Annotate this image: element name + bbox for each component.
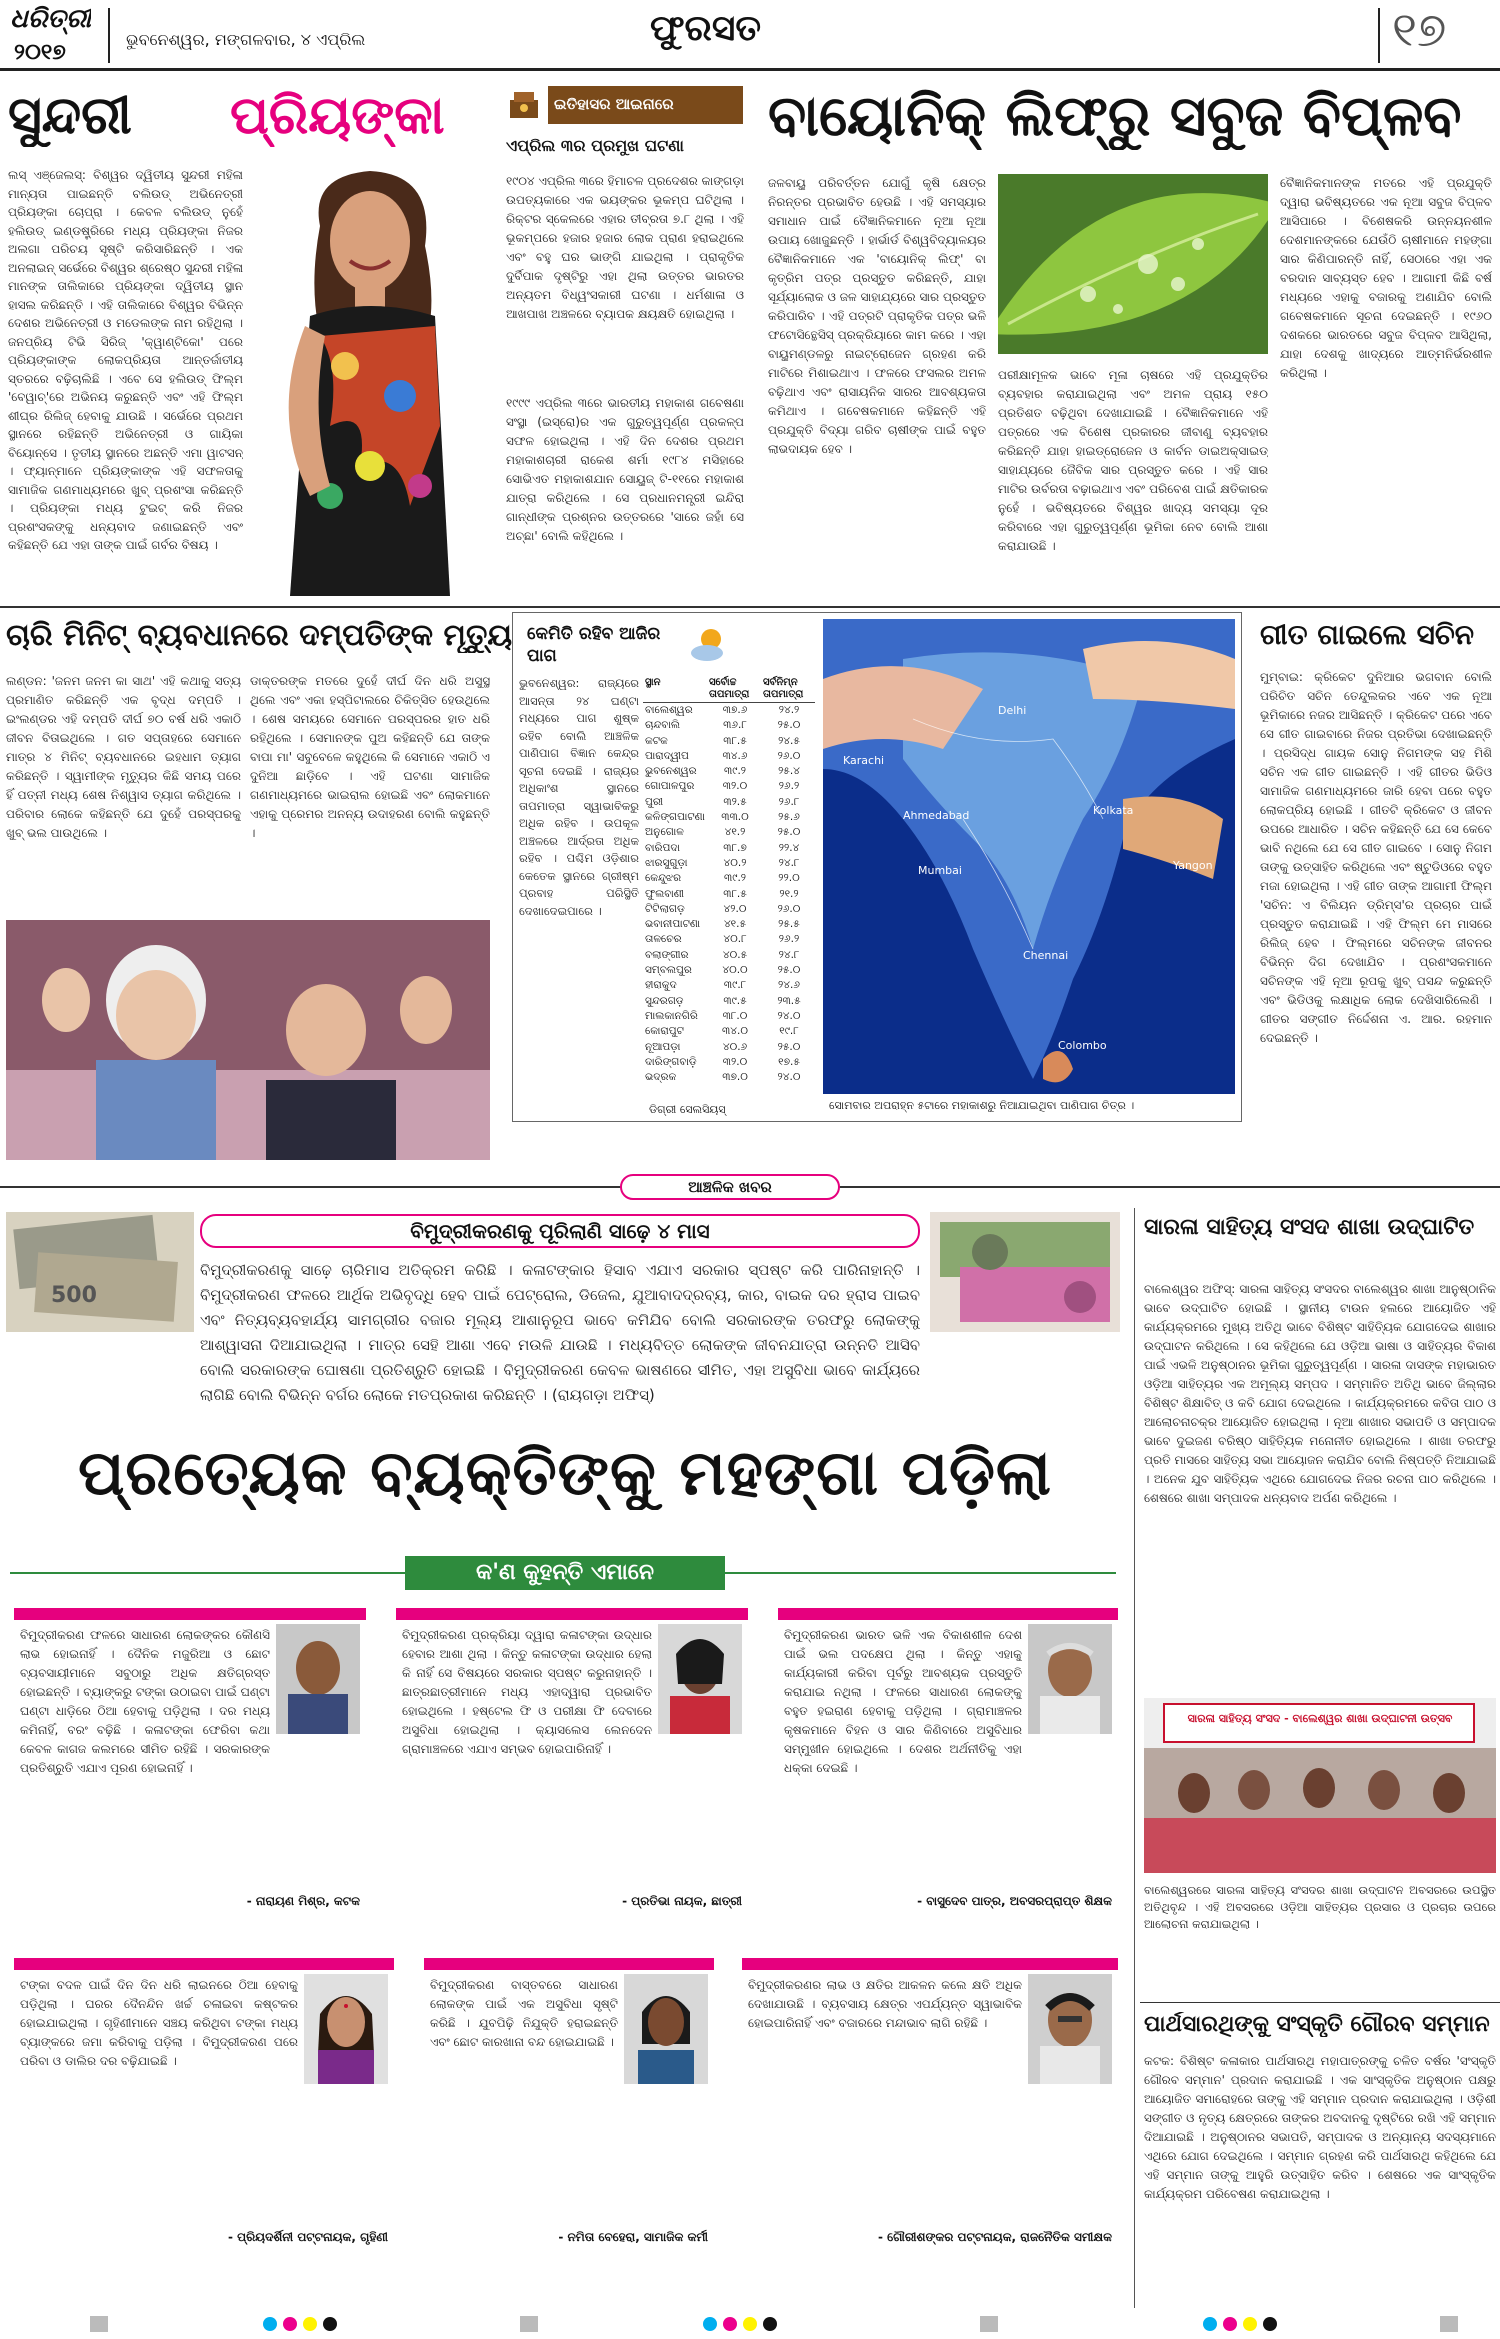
weather-header-min: ସର୍ବନିମ୍ନ ତାପମାତ୍ରା [763,677,804,700]
masthead [0,0,1500,75]
registration-mark-group [520,2316,538,2336]
sachin-title: ଗୀତ ଗାଇଲେ ସଚିନ [1260,618,1475,651]
weather-row [643,1009,815,1024]
weather-cell-min: ୧୭.୫ [778,1055,800,1068]
money-illustration-left [6,1212,194,1332]
top-section-rule [0,606,1500,608]
opinion-card [424,1958,714,2258]
demon-sub-banner: କ'ଣ କୁହନ୍ତି ଏମାନେ [405,1556,725,1590]
weather-row [643,825,815,840]
weather-row [643,779,815,794]
opinion-portrait [1028,1974,1112,2084]
weather-cell-max: ୪୦.୨ [723,856,747,869]
opinion-text: ବିମୁଦ୍ରୀକରଣ ଫଳରେ ସାଧାରଣ ଲୋକଙ୍କର କୌଣସି ଲାଭ ହୋଇନାହିଁ । ଦୈନିକ ମଜୁରିଆ ଓ ଛୋଟ ବ୍ୟବସାୟୀମାନେ ସବୁଠାରୁ ଅଧିକ କ୍ଷତିଗ୍ରସ୍ତ ହୋଇଛନ୍ତି । ବ୍ୟାଙ୍କରୁ ଟଙ୍କା ଉଠାଇବା ପାଇଁ ଘଣ୍ଟା ଘଣ୍ଟା ଧାଡ଼ିରେ ଠିଆ ହେବାକୁ ପଡ଼ିଥିଲା । ଦର ମଧ୍ୟ କମିନାହିଁ, ବରଂ ବଢ଼ିଛି । କଳାଟଙ୍କା ଫେରିବା କଥା କେବଳ କାଗଜ କଲମରେ ସୀମିତ ରହିଛି । ସରକାରଙ୍କ ପ୍ରତିଶ୍ରୁତି ଏଯାଏ ପୂରଣ ହୋଇନାହିଁ । [20,1628,270,1775]
weather-cell-min: ୨୪.୦ [777,1009,801,1022]
anchalik-banner-row [0,1172,1500,1202]
weather-row [643,718,815,733]
partha-body: କଟକ: ବିଶିଷ୍ଟ କଳାକାର ପାର୍ଥସାରଥି ମହାପାତ୍ରଙ୍କୁ ଚଳିତ ବର୍ଷର 'ସଂସ୍କୃତି ଗୌରବ ସମ୍ମାନ' ପ୍ରଦାନ କରାଯାଇଛି । ଏକ ସାଂସ୍କୃତିକ ଅନୁଷ୍ଠାନ ପକ୍ଷରୁ ଆୟୋଜିତ ସମାରୋହରେ ତାଙ୍କୁ ଏହି ସମ୍ମାନ ପ୍ରଦାନ କରାଯାଇଥିଲା । ଓଡ଼ିଶୀ ସଙ୍ଗୀତ ଓ ନୃତ୍ୟ କ୍ଷେତ୍ରରେ ତାଙ୍କର ଅବଦାନକୁ ଦୃଷ୍ଟିରେ ରଖି ଏହି ସମ୍ମାନ ଦିଆଯାଇଛି । ଅନୁଷ୍ଠାନର ସଭାପତି, ସମ୍ପାଦକ ଓ ଅନ୍ୟାନ୍ୟ ସଦସ୍ୟମାନେ ଏଥିରେ ଯୋଗ ଦେଇଥିଲେ । ସମ୍ମାନ ଗ୍ରହଣ କରି ପାର୍ଥସାରଥି କହିଥିଲେ ଯେ ଏହି ସମ୍ମାନ ତାଙ୍କୁ ଆହୁରି ଉତ୍ସାହିତ କରିବ । ଶେଷରେ ଏକ ସାଂସ୍କୃତିକ କାର୍ଯ୍ୟକ୍ରମ ପରିବେଷଣ କରାଯାଇଥିଲା । [1144,2054,1496,2201]
opinion-card [14,1608,366,1918]
sahitya-caption: ବାଲେଶ୍ୱରରେ ସାରଳା ସାହିତ୍ୟ ସଂସଦର ଶାଖା ଉଦ୍‌ଘାଟନ ଅବସରରେ ଉପସ୍ଥିତ ଅତିଥିବୃନ୍ଦ । ଏହି ଅବସରରେ ଓଡ଼ିଆ ସାହିତ୍ୟର ପ୍ରସାର ଓ ପ୍ରଚାର ଉପରେ ଆଲୋଚନା କରାଯାଇଥିଲା । [1144,1883,1496,1931]
sachin-article [1252,612,1500,1172]
weather-cell-min: ୨୫.୦ [777,964,801,977]
sahitya-photo [1144,1698,1496,1873]
opinion-text: ବିମୁଦ୍ରୀକରଣ ପ୍ରକ୍ରିୟା ଦ୍ୱାରା କଳାଟଙ୍କା ଉଦ୍ଧାର ହେବାର ଆଶା ଥିଲା । କିନ୍ତୁ କଳାଟଙ୍କା ଉଦ୍ଧାର ହେଲା କି ନାହିଁ ସେ ବିଷୟରେ ସରକାର ସ୍ପଷ୍ଟ କରୁନାହାନ୍ତି । ଛାତ୍ରଛାତ୍ରୀମାନେ ମଧ୍ୟ ଏହାଦ୍ୱାରା ପ୍ରଭାବିତ ହୋଇଥିଲେ । ହଷ୍ଟେଲ ଫି ଓ ପରୀକ୍ଷା ଫି ଦେବାରେ ଅସୁବିଧା ହୋଇଥିଲା । କ୍ୟାସଲେସ ଲେନଦେନ ଗ୍ରାମାଞ୍ଚଳରେ ଏଯାଏ ସମ୍ଭବ ହୋଇପାରିନାହିଁ । [402,1628,652,1756]
weather-cell-place: ସୁନ୍ଦରଗଡ଼ [645,994,684,1007]
partha-rule [1140,2002,1500,2003]
priyanka-photo-illustration [250,166,480,596]
weather-cell-max: ୩୮.୫ [723,887,747,900]
weather-title: କେମିତି ରହିବ ଆଜିର ପାଗ [527,624,661,666]
opinion-card-bar [14,1958,394,1970]
sahitya-body: ବାଲେଶ୍ୱର ଅଫିସ୍: ସାରଳା ସାହିତ୍ୟ ସଂସଦର ବାଲେଶ୍ୱର ଶାଖା ଆନୁଷ୍ଠାନିକ ଭାବେ ଉଦ୍‌ଘାଟିତ ହୋଇଛି । ସ୍ଥାନୀୟ ଟାଉନ ହଲରେ ଆୟୋଜିତ ଏହି କାର୍ଯ୍ୟକ୍ରମରେ ମୁଖ୍ୟ ଅତିଥି ଭାବେ ବିଶିଷ୍ଟ ସାହିତ୍ୟିକ ଯୋଗଦେଇ ଶାଖାର ଉଦ୍‌ଘାଟନ କରିଥିଲେ । ସେ କହିଥିଲେ ଯେ ଓଡ଼ିଆ ଭାଷା ଓ ସାହିତ୍ୟର ବିକାଶ ପାଇଁ ଏଭଳି ଅନୁଷ୍ଠାନର ଭୂମିକା ଗୁରୁତ୍ୱପୂର୍ଣ୍ଣ । ସାରଳା ଦାସଙ୍କ ମହାଭାରତ ଓଡ଼ିଆ ସାହିତ୍ୟର ଏକ ଅମୂଲ୍ୟ ସମ୍ପଦ । ସମ୍ମାନିତ ଅତିଥି ଭାବେ ଜିଲ୍ଲାର ବିଶିଷ୍ଟ ଶିକ୍ଷାବିତ୍ ଓ କବି ଯୋଗ ଦେଇଥିଲେ । କାର୍ଯ୍ୟକ୍ରମରେ କବିତା ପାଠ ଓ ଆଲୋଚନାଚକ୍ର ଆୟୋଜିତ ହୋଇଥିଲା । ନୂଆ ଶାଖାର ସଭାପତି ଓ ସମ୍ପାଦକ ଭାବେ ଦୁଇଜଣ ବରିଷ୍ଠ ସାହିତ୍ୟିକ ମନୋନୀତ ହୋଇଥିଲେ । ଶାଖା ତରଫରୁ ପ୍ରତି ମାସରେ ସାହିତ୍ୟ ସଭା ଆୟୋଜନ କରାଯିବ ବୋଲି ନିଷ୍ପତ୍ତି ନିଆଯାଇଛି । ଅନେକ ଯୁବ ସାହିତ୍ୟିକ ଏଥିରେ ଯୋଗଦେଇ ନିଜର ରଚନା ପାଠ କରିଥିଲେ । ଶେଷରେ ଶାଖା ସମ୍ପାଦକ ଧନ୍ୟବାଦ ଅର୍ପଣ କରିଥିଲେ । [1144,1282,1496,1505]
couple-photo-illustration [6,920,490,1160]
registration-mark-group [1200,2316,1280,2335]
money-photo-left [6,1212,194,1332]
weather-cell-min: ୨୬.୨ [778,780,800,793]
money-photo-right [930,1212,1120,1332]
weather-cell-max: ୩୮.୦ [722,1009,748,1022]
weather-row [643,703,815,718]
masthead-logo: ଧରିତ୍ରୀ [10,4,92,34]
priyanka-body: ଲସ୍ ଏଞ୍ଜେଲସ୍: ବିଶ୍ୱର ଦ୍ୱିତୀୟ ସୁନ୍ଦରୀ ମହିଳା ମାନ୍ୟତା ପାଇଛନ୍ତି ବଲିଉଡ୍ ଅଭିନେତ୍ରୀ ପ୍ରିୟଙ୍କା ଚୋପ୍ରା । କେବଳ ବଲିଉଡ୍ ନୁହେଁ ହଲିଉଡ୍ ଇଣ୍ଡଷ୍ଟ୍ରିରେ ମଧ୍ୟ ପ୍ରିୟଙ୍କା ନିଜର ଅଲଗା ପରିଚୟ ସୃଷ୍ଟି କରିସାରିଛନ୍ତି । ଏକ ଅନଲାଇନ୍ ସର୍ଭେରେ ବିଶ୍ୱର ଶ୍ରେଷ୍ଠ ସୁନ୍ଦରୀ ମହିଳା ମାନଙ୍କ ତାଲିକାରେ ପ୍ରିୟଙ୍କା ଦ୍ୱିତୀୟ ସ୍ଥାନ ହାସଲ କରିଛନ୍ତି । ଏହି ତାଲିକାରେ ବିଶ୍ୱର ବିଭିନ୍ନ ଦେଶର ଅଭିନେତ୍ରୀ ଓ ମଡେଲଙ୍କ ନାମ ରହିଥିଲା । ଜନପ୍ରିୟ ଟିଭି ସିରିଜ୍ 'କ୍ୱାଣ୍ଟିକୋ' ପରେ ପ୍ରିୟଙ୍କାଙ୍କ ଲୋକପ୍ରିୟତା ଆନ୍ତର୍ଜାତୀୟ ସ୍ତରରେ ବଢ଼ିଚାଲିଛି । ଏବେ ସେ ହଲିଉଡ୍ ଫିଲ୍ମ 'ବେୱାଚ୍'ରେ ଅଭିନୟ କରୁଛନ୍ତି ଏବଂ ଏହି ଫିଲ୍ମ ଶୀଘ୍ର ରିଲିଜ୍ ହେବାକୁ ଯାଉଛି । ସର୍ଭେରେ ପ୍ରଥମ ସ୍ଥାନରେ ରହିଛନ୍ତି ଅଭିନେତ୍ରୀ ଓ ଗାୟିକା ବିୟୋନ୍ସେ । ତୃତୀୟ ସ୍ଥାନରେ ଅଛନ୍ତି ଏମା ୱାଟସନ୍ । ଫ୍ୟାନ୍‌ମାନେ ପ୍ରିୟଙ୍କାଙ୍କ ଏହି ସଫଳତାକୁ ସାମାଜିକ ଗଣମାଧ୍ୟମରେ ଖୁବ୍ ପ୍ରଶଂସା କରିଛନ୍ତି । ପ୍ରିୟଙ୍କା ମଧ୍ୟ ଟୁଇଟ୍ କରି ନିଜର ପ୍ରଶଂସକଙ୍କୁ ଧନ୍ୟବାଦ ଜଣାଇଛନ୍ତି ଏବଂ କହିଛନ୍ତି ଯେ ଏହା ତାଙ୍କ ପାଇଁ ଗର୍ବର ବିଷୟ । [8,168,243,552]
weather-row [643,871,815,886]
itihas-item-2: ୧୯୯୯ ଏପ୍ରିଲ ୩ରେ ଭାରତୀୟ ମହାକାଶ ଗବେଷଣା ସଂସ୍ଥା (ଇସ୍ରୋ)ର ଏକ ଗୁରୁତ୍ୱପୂର୍ଣ୍ଣ ପ୍ରକଳ୍ପ ସଫଳ ହୋଇଥିଲା । ଏହି ଦିନ ଦେଶର ପ୍ରଥମ ମହାକାଶଚାରୀ ରାକେଶ ଶର୍ମା ୧୯୮୪ ମସିହାରେ ସୋଭିଏତ ମହାକାଶଯାନ ସୋୟୁଜ୍ ଟି-୧୧ରେ ମହାକାଶ ଯାତ୍ରା କରିଥିଲେ । ସେ ପ୍ରଧାନମନ୍ତ୍ରୀ ଇନ୍ଦିରା ଗାନ୍ଧୀଙ୍କ ପ୍ରଶ୍ନର ଉତ୍ତରରେ 'ସାରେ ଜହାଁ ସେ ଅଚ୍ଛା' ବୋଲି କହିଥିଲେ । [506,396,744,543]
registration-mark-group [700,2316,780,2335]
weather-cell-max: ୪୧.୫ [723,918,747,931]
map-label-yangon: Yangon [1173,859,1213,872]
weather-cell-place: ମାଲକାନଗିରି [645,1009,698,1022]
satellite-map-illustration [823,619,1235,1094]
weather-cell-min: ୨୬.୨ [778,933,800,946]
weather-header-max: ସର୍ବୋଚ୍ଚ ତାପମାତ୍ରା [709,677,750,700]
masthead-dateline: ଭୁବନେଶ୍ୱର, ମଙ୍ଗଳବାର, ୪ ଏପ୍ରିଲ [126,30,366,49]
sahitya-photo-banner-text: ସାରଳା ସାହିତ୍ୟ ସଂସଦ - ବାଲେଶ୍ୱର ଶାଖା ଉଦ୍‌ଘାଟନୀ ଉତ୍ସବ [1187,1712,1453,1725]
money-illustration-right [930,1212,1120,1332]
weather-cell-min: ୨୫.୦ [777,719,801,732]
weather-cell-max: ୪୦.୮ [723,933,747,946]
leaf-photo [998,174,1268,354]
weather-cell-max: ୪୧.୨ [724,826,746,839]
weather-cell-place: ଭଦ୍ରକ [645,1071,677,1084]
svg-text:500: 500 [51,1283,97,1308]
weather-cell-max: ୪୦.୫ [722,948,748,961]
opinion-card [778,1608,1118,1918]
map-label-delhi: Delhi [998,704,1027,717]
bionic-col-2: ପରୀକ୍ଷାମୂଳକ ଭାବେ ମୂଳା ଚାଷରେ ଏହି ପ୍ରଯୁକ୍ତିର ବ୍ୟବହାର କରାଯାଇଥିଲା ଏବଂ ଅମଳ ପ୍ରାୟ ୧୫୦ ପ୍ରତିଶତ ବଢ଼ିଥିବା ଦେଖାଯାଇଛି । ବୈଜ୍ଞାନିକମାନେ ଏହି ପତ୍ରରେ ଏକ ବିଶେଷ ପ୍ରକାରର ଜୀବାଣୁ ବ୍ୟବହାର କରିଛନ୍ତି ଯାହା ହାଇଡ୍ରୋଜେନ ଓ କାର୍ବନ ଡାଇଅକ୍ସାଇଡ୍ ସାହାଯ୍ୟରେ ଜୈବିକ ସାର ପ୍ରସ୍ତୁତ କରେ । ଏହି ସାର ମାଟିର ଉର୍ବରତା ବଢ଼ାଇଥାଏ ଏବଂ ପରିବେଶ ପାଇଁ କ୍ଷତିକାରକ ନୁହେଁ । ଭବିଷ୍ୟତରେ ବିଶ୍ୱର ଖାଦ୍ୟ ସମସ୍ୟା ଦୂର କରିବାରେ ଏହା ଗୁରୁତ୍ୱପୂର୍ଣ୍ଣ ଭୂମିକା ନେବ ବୋଲି ଆଶା କରାଯାଉଛି । [998,368,1268,553]
priyanka-title-part1: ସୁନ୍ଦରୀ [8,86,132,146]
opinion-card [742,1958,1118,2258]
weather-cell-max: ୪୨.୦ [723,902,747,915]
weather-cell-min: ୨୨.୪ [778,841,800,854]
weather-cell-max: ୩୨.୦ [722,780,748,793]
bionic-article [758,76,1500,606]
couple-article [0,612,513,1172]
bionic-title: ବାୟୋନିକ୍ ଲିଫ୍‌ରୁ ସବୁଜ ବିପ୍ଳବ [768,84,1462,149]
partha-title: ପାର୍ଥସାରଥିଙ୍କୁ ସଂସ୍କୃତି ଗୌରବ ସମ୍ମାନ [1144,2012,1490,2037]
masthead-divider [108,8,110,63]
weather-cell-min: ୨୧.୨ [779,887,799,900]
weather-row [643,810,815,825]
weather-footer: ଡିଗ୍ରୀ ସେଲସିୟସ୍ [649,1103,726,1116]
weather-row [643,734,815,749]
weather-cell-place: ଫୁଲବାଣୀ [645,887,684,900]
demon-sub-banner-row [0,1554,1126,1592]
opinion-card-bar [14,1608,366,1620]
opinion-card [14,1958,394,2258]
weather-cell-place: ପୁରୀ [645,795,664,808]
opinion-portrait [658,1624,742,1734]
weather-cell-place: ଭୁବନେଶ୍ୱର [645,765,697,778]
weather-cell-max: ୩୪.୬ [722,749,748,762]
weather-row [643,764,815,779]
opinion-text: ବିମୁଦ୍ରୀକରଣ ବାସ୍ତବରେ ସାଧାରଣ ଲୋକଙ୍କ ପାଇଁ ଏକ ଅସୁବିଧା ସୃଷ୍ଟି କରିଛି । ଯୁବପିଢ଼ି ନିଯୁକ୍ତି ହରାଇଛନ୍ତି ଏବଂ ଛୋଟ କାରଖାନା ବନ୍ଦ ହୋଇଯାଇଛି । [430,1978,618,2049]
weather-cell-max: ୩୭.୬ [722,704,748,716]
map-label-ahmedabad: Ahmedabad [903,809,970,822]
weather-cell-place: ଟିଟିଲାଗଡ଼ [645,902,685,915]
weather-cell-min: ୨୪.୨ [778,704,800,716]
opinion-text: ବିମୁଦ୍ରୀକରଣର ଲାଭ ଓ କ୍ଷତିର ଆକଳନ କଲେ କ୍ଷତି ଅଧିକ ଦେଖାଯାଉଛି । ବ୍ୟବସାୟ କ୍ଷେତ୍ର ଏପର୍ଯ୍ୟନ୍ତ ସ୍ୱାଭାବିକ ହୋଇପାରିନାହିଁ ଏବଂ ବଜାରରେ ମନ୍ଦାଭାବ ଲାଗି ରହିଛି । [748,1978,1022,2030]
weather-cell-max: ୩୬.୮ [723,719,747,732]
weather-cell-place: କଳିଙ୍ଗପାଟଣା [645,811,705,824]
weather-cell-max: ୩୯.୨ [723,872,747,885]
weather-cell-min: ୨୫.୪ [778,765,800,778]
weather-table-header [643,675,815,703]
weather-cell-min: ୨୨.୦ [778,872,800,885]
opinion-byline: - ପ୍ରତିଭା ନାୟକ, ଛାତ୍ରୀ [622,1894,742,1908]
weather-cell-max: ୩୯.୫ [723,994,747,1007]
opinion-text: ବିମୁଦ୍ରୀକରଣ ଭାରତ ଭଳି ଏକ ବିକାଶଶୀଳ ଦେଶ ପାଇଁ ଭଲ ପଦକ୍ଷେପ ଥିଲା । କିନ୍ତୁ ଏହାକୁ କାର୍ଯ୍ୟକାରୀ କରିବା ପୂର୍ବରୁ ଆବଶ୍ୟକ ପ୍ରସ୍ତୁତି କରାଯାଇ ନଥିଲା । ଫଳରେ ସାଧାରଣ ଲୋକଙ୍କୁ ବହୁତ ହଇରାଣ ହେବାକୁ ପଡ଼ିଥିଲା । ଗ୍ରାମାଞ୍ଚଳର କୃଷକମାନେ ବିହନ ଓ ସାର କିଣିବାରେ ଅସୁବିଧାର ସମ୍ମୁଖୀନ ହୋଇଥିଲେ । ଦେଶର ଅର୍ଥନୀତିକୁ ଏହା ଧକ୍କା ଦେଇଛି । [784,1628,1022,1775]
weather-row [643,749,815,764]
weather-row [643,1070,815,1085]
weather-row [643,963,815,978]
demon-article [0,1204,1126,2309]
satellite-map [823,619,1235,1094]
weather-row [643,994,815,1009]
weather-cell-place: ବାରିପଦା [645,841,680,854]
weather-cell-place: ସମ୍ବଲପୁର [645,964,692,977]
weather-row [643,856,815,871]
opinion-portrait [276,1624,360,1734]
opinion-byline: - ନମିତା ବେହେରା, ସାମାଜିକ କର୍ମୀ [558,2230,708,2244]
registration-mark-group [260,2316,340,2335]
opinion-portrait [1028,1624,1112,1734]
weather-cell-max: ୩୭.୦ [722,1071,748,1084]
weather-row [643,1024,815,1039]
itihas-badge: ଇତିହାସର ଆଇନାରେ [548,86,743,124]
weather-intro: ଭୁବନେଶ୍ୱର: ରାଜ୍ୟରେ ଆସନ୍ତା ୨୪ ଘଣ୍ଟା ମଧ୍ୟରେ ପାଗ ଶୁଷ୍କ ରହିବ ବୋଲି ଆଞ୍ଚଳିକ ପାଣିପାଗ ବିଜ୍ଞାନ କେନ୍ଦ୍ର ସୂଚନା ଦେଇଛି । ରାଜ୍ୟର ଅଧିକାଂଶ ସ୍ଥାନରେ ତାପମାତ୍ରା ସ୍ୱାଭାବିକରୁ ଅଧିକ ରହିବ । ଉପକୂଳ ଅଞ୍ଚଳରେ ଆର୍ଦ୍ରତା ଅଧିକ ରହିବ । ପଶ୍ଚିମ ଓଡ଼ିଶାର କେତେକ ସ୍ଥାନରେ ଗ୍ରୀଷ୍ମ ପ୍ରବାହ ପରିସ୍ଥିତି ଦେଖାଦେଇପାରେ । [519,676,639,918]
weather-cell-place: କଟକ [645,734,668,747]
weather-cell-min: ୨୫.୬ [778,811,800,824]
weather-cell-min: ୧୯.୮ [779,1025,799,1038]
weather-cell-min: ୨୪.୮ [778,856,800,869]
weather-cell-place: ଭବାନୀପାଟଣା [645,918,701,931]
weather-cell-max: ୩୩.୦ [721,811,749,824]
priyanka-photo [250,166,480,596]
weather-cell-place: ତାଳଚେର [645,933,682,946]
itihas-icon [506,86,542,122]
weather-cell-place: ଅନୁଗୋଳ [645,826,684,839]
weather-cell-min: ୨୪.୦ [777,1071,801,1084]
weather-cell-place: ଚାନ୍ଦବାଲି [645,719,680,732]
registration-mark-group [1440,2316,1458,2336]
weather-row [643,1055,815,1070]
itihas-item-1: ୧୯୦୪ ଏପ୍ରିଲ ୩ରେ ହିମାଚଳ ପ୍ରଦେଶର କାଙ୍ଗଡ଼ା ଉପତ୍ୟକାରେ ଏକ ଭୟଙ୍କର ଭୂକମ୍ପ ଘଟିଥିଲା । ରିକ୍ଟର ସ୍କେଲରେ ଏହାର ତୀବ୍ରତା ୭.୮ ଥିଲା । ଏହି ଭୂକମ୍ପରେ ହଜାର ହଜାର ଲୋକ ପ୍ରାଣ ହରାଇଥିଲେ ଏବଂ ବହୁ ଘର ଭାଙ୍ଗି ଯାଇଥିଲା । ପ୍ରାକୃତିକ ଦୁର୍ବିପାକ ଦୃଷ୍ଟିରୁ ଏହା ଥିଲା ଉତ୍ତର ଭାରତର ଅନ୍ୟତମ ବିଧ୍ୱଂସକାରୀ ଘଟଣା । ଧର୍ମଶାଳା ଓ ଆଖପାଖ ଅଞ୍ଚଳରେ ବ୍ୟାପକ କ୍ଷୟକ୍ଷତି ହୋଇଥିଲା । [506,174,744,321]
demon-intro: ବିମୁଦ୍ରୀକରଣକୁ ସାଢ଼େ ଚାରିମାସ ଅତିକ୍ରମ କରିଛି । କଳାଟଙ୍କାର ହିସାବ ଏଯାଏ ସରକାର ସ୍ପଷ୍ଟ କରି ପାରିନାହାନ୍ତି । ବିମୁଦ୍ରୀକରଣ ଫଳରେ ଆର୍ଥିକ ଅଭିବୃଦ୍ଧି ହେବ ପାଇଁ ପେଟ୍ରୋଲ, ଡିଜେଲ, ଯୁଆବାଦଦ୍ରବ୍ୟ, କାର, ବାଇକ ଦର ହ୍ରାସ ପାଇବ ଏବଂ ନିତ୍ୟବ୍ୟବହାର୍ଯ୍ୟ ସାମଗ୍ରୀର ବଜାର ମୂଲ୍ୟ ଆଶାନୁରୂପ ଭାବେ କମିଯିବ ବୋଲି ସରକାରଙ୍କ ତରଫରୁ ଲୋକଙ୍କୁ ଆଶ୍ୱାସନା ଦିଆଯାଇଥିଲା । ମାତ୍ର ସେହି ଆଶା ଏବେ ମଉଳି ଯାଉଛି । ମଧ୍ୟବିତ୍ତ ଲୋକଙ୍କ ଜୀବନଯାତ୍ରା ଉନ୍ନତି ଆସିବ ବୋଲି ସରକାରଙ୍କ ଘୋଷଣା ପ୍ରତିଶ୍ରୁତି ହୋଇଛି । ବିମୁଦ୍ରୀକରଣ କେବଳ ଭାଷଣରେ ସୀମିତ, ଏହା ଅସୁବିଧା ଭାବେ କାର୍ଯ୍ୟରେ ଲାଗିଛି ବୋଲି ବିଭିନ୍ନ ବର୍ଗର ଲୋକେ ମତପ୍ରକାଶ କରିଛନ୍ତି । (ରାୟଗଡ଼ା ଅଫିସ୍) [200,1261,920,1404]
anchalik-banner: ଆଞ୍ଚଳିକ ଖବର [620,1174,840,1200]
opinion-byline: - ପ୍ରିୟଦର୍ଶିନୀ ପଟ୍ଟନାୟକ, ଗୃହିଣୀ [227,2230,388,2244]
opinion-byline: - ବାସୁଦେବ ପାତ୍ର, ଅବସରପ୍ରାପ୍ତ ଶିକ୍ଷକ [917,1894,1112,1908]
partha-article [1140,2008,1500,2308]
weather-table-body [643,703,815,1085]
itihas-column [500,76,750,606]
weather-cell-max: ୩୨.୦ [722,1055,748,1068]
weather-cell-place: ହୀରାକୁଦ [645,979,677,992]
weather-cell-min: ୨୫.୫ [778,918,800,931]
map-label-colombo: Colombo [1058,1039,1107,1052]
map-label-karachi: Karachi [843,754,885,767]
masthead-divider-right [1378,8,1380,63]
couple-title: ଚାରି ମିନିଟ୍ ବ୍ୟବଧାନରେ ଦମ୍ପତିଙ୍କ ମୃତ୍ୟୁ [6,618,513,653]
leaf-photo-illustration [998,174,1268,354]
weather-row [643,1040,815,1055]
opinion-card-bar [424,1958,714,1970]
weather-cell-place: କେନ୍ଦୁଝର [645,872,682,885]
registration-mark-group [980,2316,998,2336]
weather-table [643,675,815,1095]
weather-row [643,978,815,993]
opinion-card-bar [742,1958,1118,1970]
couple-col-1: ଲଣ୍ଡନ: 'ଜନମ ଜନମ କା ସାଥ' ଏହି କଥାକୁ ସତ୍ୟ ପ୍ରମାଣିତ କରିଛନ୍ତି ଏକ ବୃଦ୍ଧ ଦମ୍ପତି । ଇଂଲଣ୍ଡର ଏହି ଦମ୍ପତି ଦୀର୍ଘ ୭୦ ବର୍ଷ ଧରି ଏକାଠି ଜୀବନ ବିତାଇଥିଲେ । ଗତ ସପ୍ତାହରେ ସେମାନେ ମାତ୍ର ୪ ମିନିଟ୍ ବ୍ୟବଧାନରେ ଇହଧାମ ତ୍ୟାଗ କରିଛନ୍ତି । ସ୍ୱାମୀଙ୍କ ମୃତ୍ୟୁର କିଛି ସମୟ ପରେ ହିଁ ପତ୍ନୀ ମଧ୍ୟ ଶେଷ ନିଶ୍ୱାସ ତ୍ୟାଗ କରିଥିଲେ । ପରିବାର ଲୋକେ କହିଛନ୍ତି ଯେ ଦୁହେଁ ପରସ୍ପରକୁ ଖୁବ୍ ଭଲ ପାଉଥିଲେ । [6,674,241,840]
weather-row [643,887,815,902]
bionic-col-1: ଜଳବାୟୁ ପରିବର୍ତ୍ତନ ଯୋଗୁଁ କୃଷି କ୍ଷେତ୍ର ନିରନ୍ତର ପ୍ରଭାବିତ ହେଉଛି । ଏହି ସମସ୍ୟାର ସମାଧାନ ପାଇଁ ବୈଜ୍ଞାନିକମାନେ ନୂଆ ନୂଆ ଉପାୟ ଖୋଜୁଛନ୍ତି । ହାର୍ଭାର୍ଡ ବିଶ୍ୱବିଦ୍ୟାଳୟର ବୈଜ୍ଞାନିକମାନେ ଏକ 'ବାୟୋନିକ୍ ଲିଫ୍' ବା କୃତ୍ରିମ ପତ୍ର ପ୍ରସ୍ତୁତ କରିଛନ୍ତି, ଯାହା ସୂର୍ଯ୍ୟାଲୋକ ଓ ଜଳ ସାହାଯ୍ୟରେ ସାର ପ୍ରସ୍ତୁତ କରିପାରିବ । ଏହି ପତ୍ରଟି ପ୍ରାକୃତିକ ପତ୍ର ଭଳି ଫଟୋସିନ୍ଥେସିସ୍ ପ୍ରକ୍ରିୟାରେ କାମ କରେ । ଏହା ବାୟୁମଣ୍ଡଳରୁ ନାଇଟ୍ରୋଜେନ ଗ୍ରହଣ କରି ମାଟିରେ ମିଶାଇଥାଏ । ଫଳରେ ଫସଲର ଅମଳ ବଢ଼ିଥାଏ ଏବଂ ରାସାୟନିକ ସାରର ଆବଶ୍ୟକତା କମିଥାଏ । ଗବେଷକମାନେ କହିଛନ୍ତି ଏହି ପ୍ରଯୁକ୍ତି ବିଦ୍ୟା ଗରିବ ଚାଷୀଙ୍କ ପାଇଁ ବହୁତ ଲାଭଦାୟକ ହେବ । [768,176,986,456]
satellite-map-caption: ସୋମବାର ଅପରାହ୍ନ ୫ଟାରେ ମହାକାଶରୁ ନିଆଯାଇଥିବା ପାଣିପାଗ ଚିତ୍ର । [829,1099,1135,1112]
weather-cell-max: ୪୦.୬ [722,1040,748,1053]
couple-col-2: ଡାକ୍ତରଙ୍କ ମତରେ ଦୁହେଁ ଦୀର୍ଘ ଦିନ ଧରି ଅସୁସ୍ଥ ଥିଲେ ଏବଂ ଏକା ହସ୍ପିଟାଲରେ ଚିକିତ୍ସିତ ହେଉଥିଲେ । ଶେଷ ସମୟରେ ସେମାନେ ପରସ୍ପରର ହାତ ଧରି ରହିଥିଲେ । ସେମାନଙ୍କ ପୁଅ କହିଛନ୍ତି ଯେ ତାଙ୍କ ବାପା ମା' ସବୁବେଳେ କହୁଥିଲେ କି ସେମାନେ ଏକାଠି ଏ ଦୁନିଆ ଛାଡ଼ିବେ । ଏହି ଘଟଣା ସାମାଜିକ ଗଣମାଧ୍ୟମରେ ଭାଇରାଲ ହୋଇଛି ଏବଂ ଲୋକମାନେ ଏହାକୁ ପ୍ରେମର ଅନନ୍ୟ ଉଦାହରଣ ବୋଲି କହୁଛନ୍ତି । [250,674,490,840]
weather-cell-place: ବାଲେଶ୍ୱର [645,704,693,716]
weather-row [643,948,815,963]
couple-photo [6,920,490,1160]
itihas-subtitle: ଏପ୍ରିଲ ୩ର ପ୍ରମୁଖ ଘଟଣା [506,136,684,155]
registration-mark-group [90,2316,108,2336]
weather-cell-place: ବଲାଙ୍ଗୀର [645,948,689,961]
weather-cell-min: ୨୪.୬ [778,979,800,992]
opinion-portrait [304,1974,388,2084]
demon-kicker-box [200,1214,920,1248]
weather-box [512,612,1242,1122]
opinion-card-bar [396,1608,748,1620]
weather-cell-min: ୨୬.୦ [777,902,801,915]
weather-row [643,932,815,947]
weather-cell-max: ୩୪.୦ [722,1025,748,1038]
opinion-card-bar [778,1608,1118,1620]
priyanka-article [0,76,490,606]
weather-row [643,917,815,932]
page-number: ୧୭ [1392,2,1447,58]
weather-header-place: ସ୍ଥାନ [645,677,661,688]
sachin-body: ମୁମ୍ବାଇ: କ୍ରିକେଟ ଦୁନିଆର ଭଗବାନ ବୋଲି ପରିଚିତ ସଚିନ ତେନ୍ଦୁଲକର ଏବେ ଏକ ନୂଆ ଭୂମିକାରେ ନଜର ଆସିଛନ୍ତି । କ୍ରିକେଟ ପରେ ଏବେ ସେ ଗୀତ ଗାଇବାରେ ନିଜର ପ୍ରତିଭା ଦେଖାଇଛନ୍ତି । ପ୍ରସିଦ୍ଧ ଗାୟକ ସୋନୁ ନିଗମଙ୍କ ସହ ମିଶି ସଚିନ ଏକ ଗୀତ ଗାଇଛନ୍ତି । ଏହି ଗୀତର ଭିଡିଓ ସାମାଜିକ ଗଣମାଧ୍ୟମରେ ଜାରି ହେବା ପରେ ବହୁତ ଲୋକପ୍ରିୟ ହୋଇଛି । ଗୀତଟି କ୍ରିକେଟ ଓ ଜୀବନ ଉପରେ ଆଧାରିତ । ସଚିନ କହିଛନ୍ତି ଯେ ସେ କେବେ ଭାବି ନଥିଲେ ଯେ ସେ ଗୀତ ଗାଇବେ । ସୋନୁ ନିଗମ ତାଙ୍କୁ ଉତ୍ସାହିତ କରିଥିଲେ ଏବଂ ଷ୍ଟୁଡିଓରେ ବହୁତ ମଜା ହୋଇଥିଲା । ଏହି ଗୀତ ତାଙ୍କ ଆଗାମୀ ଫିଲ୍ମ 'ସଚିନ: ଏ ବିଲିୟନ ଡ୍ରିମ୍ସ'ର ପ୍ରଚାର ପାଇଁ ପ୍ରସ୍ତୁତ କରାଯାଇଛି । ଏହି ଫିଲ୍ମ ମେ ମାସରେ ରିଲିଜ୍ ହେବ । ଫିଲ୍ମରେ ସଚିନଙ୍କ ଜୀବନର ବିଭିନ୍ନ ଦିଗ ଦେଖାଯିବ । ପ୍ରଶଂସକମାନେ ସଚିନଙ୍କ ଏହି ନୂଆ ରୂପକୁ ଖୁବ୍ ପସନ୍ଦ କରୁଛନ୍ତି ଏବଂ ଭିଡିଓକୁ ଲକ୍ଷାଧିକ ଲୋକ ଦେଖିସାରିଲେଣି । ଗୀତର ସଙ୍ଗୀତ ନିର୍ଦ୍ଦେଶନା ଏ. ଆର. ରହମାନ ଦେଇଛନ୍ତି । [1260,670,1492,1045]
opinion-portrait [624,1974,708,2084]
weather-row [643,841,815,856]
weather-cell-max: ୩୯.୮ [723,979,747,992]
masthead-year: ୨୦୧୭ [14,40,66,65]
opinion-byline: - ନାରାୟଣ ମିଶ୍ର, କଟକ [246,1894,360,1908]
sahitya-article [1140,1204,1500,2004]
weather-cell-place: ଦାରିଙ୍ଗବାଡ଼ି [645,1055,697,1068]
weather-cell-max: ୪୦.୦ [722,964,748,977]
weather-cell-place: ପାରାଦ୍ୱୀପ [645,749,689,762]
weather-cell-min: ୨୫.୦ [777,1040,801,1053]
weather-cell-min: ୨୬.୮ [778,795,800,808]
weather-cell-max: ୩୮.୭ [723,841,747,854]
demon-column-divider [1134,1208,1135,2308]
map-label-mumbai: Mumbai [918,864,962,877]
weather-cell-min: ୨୩.୫ [777,994,801,1007]
weather-cell-min: ୨୪.୮ [778,948,800,961]
masthead-rule [0,68,1500,71]
priyanka-title-part2: ପ୍ରିୟଙ୍କା [230,86,445,146]
section-title: ଫୁରସତ [650,8,761,49]
opinion-text: ଟଙ୍କା ବଦଳ ପାଇଁ ଦିନ ଦିନ ଧରି ଲାଇନରେ ଠିଆ ହେବାକୁ ପଡ଼ିଥିଲା । ଘରର ଦୈନନ୍ଦିନ ଖର୍ଚ୍ଚ ଚଳାଇବା କଷ୍ଟକର ହୋଇଯାଇଥିଲା । ଗୃହିଣୀମାନେ ସଞ୍ଚୟ କରିଥିବା ଟଙ୍କା ମଧ୍ୟ ବ୍ୟାଙ୍କରେ ଜମା କରିବାକୁ ପଡ଼ିଲା । ବିମୁଦ୍ରୀକରଣ ପରେ ପରିବା ଓ ଡାଲିର ଦର ବଢ଼ିଯାଇଛି । [20,1978,298,2068]
print-marks [0,2312,1500,2339]
bionic-col-3: ବୈଜ୍ଞାନିକମାନଙ୍କ ମତରେ ଏହି ପ୍ରଯୁକ୍ତି ଦ୍ୱାରା ଭବିଷ୍ୟତରେ ଏକ ନୂଆ ସବୁଜ ବିପ୍ଳବ ଆସିପାରେ । ବିଶେଷକରି ଉନ୍ନୟନଶୀଳ ଦେଶମାନଙ୍କରେ ଯେଉଁଠି ଚାଷୀମାନେ ମହଙ୍ଗା ସାର କିଣିପାରନ୍ତି ନାହିଁ, ସେଠାରେ ଏହା ଏକ ବରଦାନ ସାବ୍ୟସ୍ତ ହେବ । ଆଗାମୀ କିଛି ବର୍ଷ ମଧ୍ୟରେ ଏହାକୁ ବଜାରକୁ ଅଣାଯିବ ବୋଲି ଗବେଷକମାନେ ସୂଚନା ଦେଇଛନ୍ତି । ୧୯୬୦ ଦଶକରେ ଭାରତରେ ସବୁଜ ବିପ୍ଳବ ଆସିଥିଲା, ଯାହା ଦେଶକୁ ଖାଦ୍ୟରେ ଆତ୍ମନିର୍ଭରଶୀଳ କରିଥିଲା । [1280,176,1492,380]
sun-cloud-icon [689,625,729,665]
sahitya-title: ସାରଳା ସାହିତ୍ୟ ସଂସଦ ଶାଖା ଉଦ୍‌ଘାଟିତ [1144,1215,1475,1240]
weather-cell-place: ଝାରସୁଗୁଡ଼ା [645,856,688,869]
map-label-kolkata: Kolkata [1093,804,1134,817]
weather-cell-place: ଗୋପାଳପୁର [645,780,695,793]
weather-row [643,902,815,917]
weather-cell-max: ୩୮.୫ [723,734,747,747]
weather-row [643,795,815,810]
weather-cell-min: ୨୪.୫ [778,734,800,747]
weather-cell-place: କୋରାପୁଟ [645,1025,684,1038]
weather-cell-max: ୩୯.୨ [723,765,747,778]
demon-headline: ପ୍ରତ୍ୟେକ ବ୍ୟକ୍ତିଙ୍କୁ ମହଙ୍ଗା ପଡ଼ିଲା [78,1436,1052,1509]
demon-kicker: ବିମୁଦ୍ରୀକରଣକୁ ପୂରିଲାଣି ସାଢ଼େ ୪ ମାସ [410,1219,710,1243]
weather-cell-place: ନୂଆପଡ଼ା [645,1040,681,1053]
weather-cell-min: ୨୫.୦ [777,826,801,839]
map-label-chennai: Chennai [1023,949,1069,962]
opinion-card [396,1608,748,1918]
weather-cell-min: ୨୬.୦ [777,749,801,762]
weather-cell-max: ୩୨.୫ [723,795,747,808]
opinion-byline: - ଗୌରୀଶଙ୍କର ପଟ୍ଟନାୟକ, ରାଜନୈତିକ ସମୀକ୍ଷକ [878,2230,1112,2244]
